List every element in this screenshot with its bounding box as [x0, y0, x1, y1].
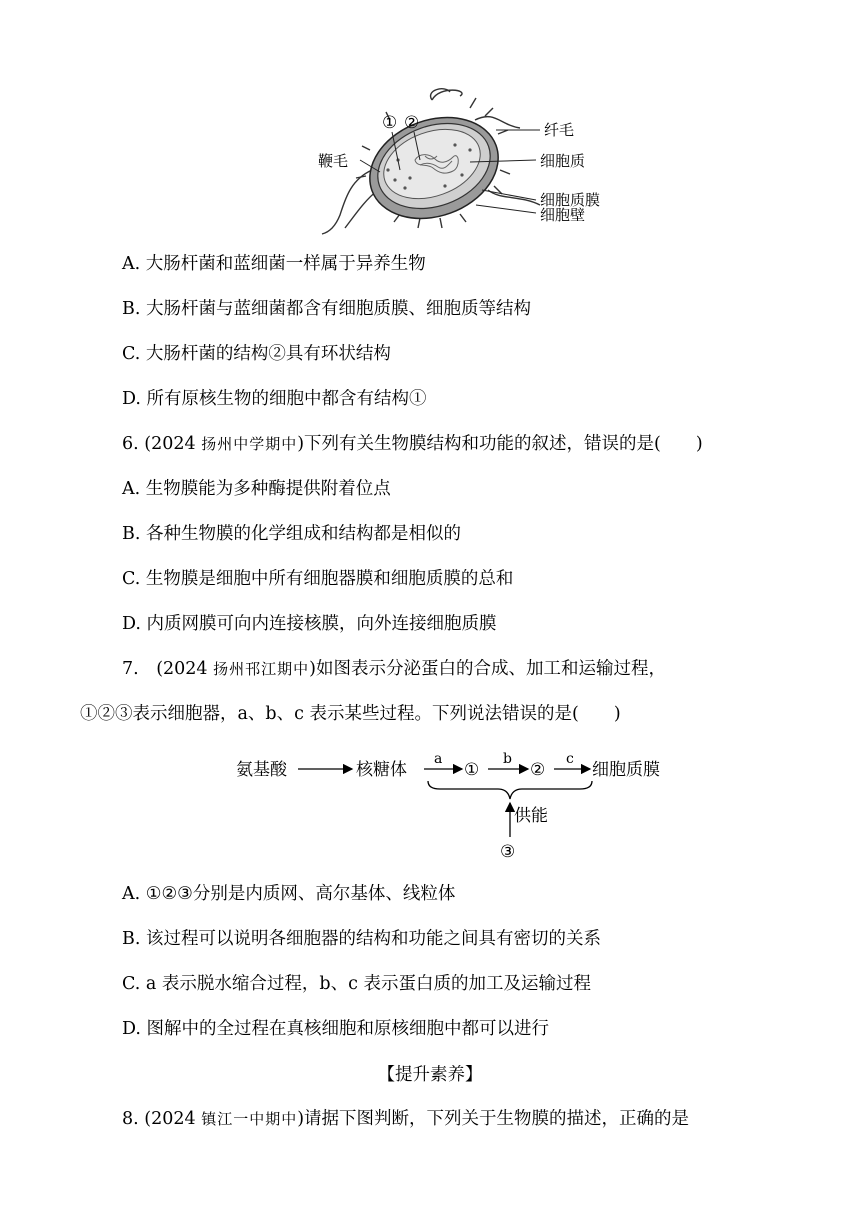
label-1: ①	[382, 113, 398, 133]
flow-membrane: 细胞质膜	[592, 760, 660, 780]
q7-source: 扬州邗江期中	[213, 660, 310, 678]
q7-stem-line1	[122, 657, 666, 681]
flow-brace	[428, 781, 592, 799]
q6-option-d: D. 内质网膜可向内连接核膜，向外连接细胞质膜	[122, 614, 497, 634]
q7-option-a: A. ①②③分别是内质网、高尔基体、线粒体	[122, 884, 456, 904]
flow-node-3: ③	[500, 842, 516, 862]
flow-energy-label: 供能	[514, 806, 548, 826]
q6-stem	[122, 432, 703, 456]
q8-question: )请据下图判断，下列关于生物膜的描述，正确的是	[297, 1109, 690, 1129]
q7-stem-line2: ①②③表示细胞器，a、b、c 表示某些过程。下列说法错误的是( )	[80, 704, 621, 724]
q5-option-b: B. 大肠杆菌与蓝细菌都含有细胞质膜、细胞质等结构	[122, 299, 531, 319]
q6-question: )下列有关生物膜结构和功能的叙述，错误的是( )	[297, 434, 703, 454]
q5-option-a: A. 大肠杆菌和蓝细菌一样属于异养生物	[122, 254, 426, 274]
q8-prefix: 8. (2024	[122, 1109, 196, 1129]
section-title: 【提升素养】	[377, 1065, 483, 1085]
q7-option-b: B. 该过程可以说明各细胞器的结构和功能之间具有密切的关系	[122, 929, 601, 949]
q6-prefix: 6. (2024	[122, 434, 196, 454]
flow-ribosome: 核糖体	[356, 760, 407, 780]
flow-label-a: a	[434, 751, 443, 767]
q6-source: 扬州中学期中	[201, 435, 298, 453]
label-2: ②	[404, 113, 420, 133]
q5-option-c: C. 大肠杆菌的结构②具有环状结构	[122, 344, 391, 364]
label-cytoplasm: 细胞质	[540, 152, 586, 170]
q6-option-b: B. 各种生物膜的化学组成和结构都是相似的	[122, 524, 461, 544]
q7-option-d: D. 图解中的全过程在真核细胞和原核细胞中都可以进行	[122, 1019, 550, 1039]
label-pili: 纤毛	[544, 121, 575, 139]
flow-label-c: c	[566, 751, 574, 767]
q6-option-a: A. 生物膜能为多种酶提供附着位点	[122, 479, 391, 499]
q7-prefix: 7. (2024	[122, 659, 208, 679]
flow-node-2: ②	[530, 760, 546, 780]
q8-source: 镇江一中期中	[201, 1110, 298, 1128]
label-cell-membrane: 细胞质膜	[540, 191, 601, 209]
secretory-flow-diagram	[0, 745, 860, 865]
q6-option-c: C. 生物膜是细胞中所有细胞器膜和细胞质膜的总和	[122, 569, 514, 589]
label-cell-wall: 细胞壁	[540, 206, 586, 224]
q7-question-part1: )如图表示分泌蛋白的合成、加工和运输过程，	[309, 659, 666, 679]
q8-stem	[122, 1107, 689, 1131]
q5-option-d: D. 所有原核生物的细胞中都含有结构①	[122, 389, 427, 409]
flow-amino-acid: 氨基酸	[236, 760, 287, 780]
label-flagellum: 鞭毛	[318, 152, 349, 170]
flow-node-1: ①	[464, 760, 480, 780]
q7-option-c: C. a 表示脱水缩合过程，b、c 表示蛋白质的加工及运输过程	[122, 974, 591, 994]
bacterium-figure	[0, 0, 860, 240]
flow-label-b: b	[503, 751, 512, 767]
